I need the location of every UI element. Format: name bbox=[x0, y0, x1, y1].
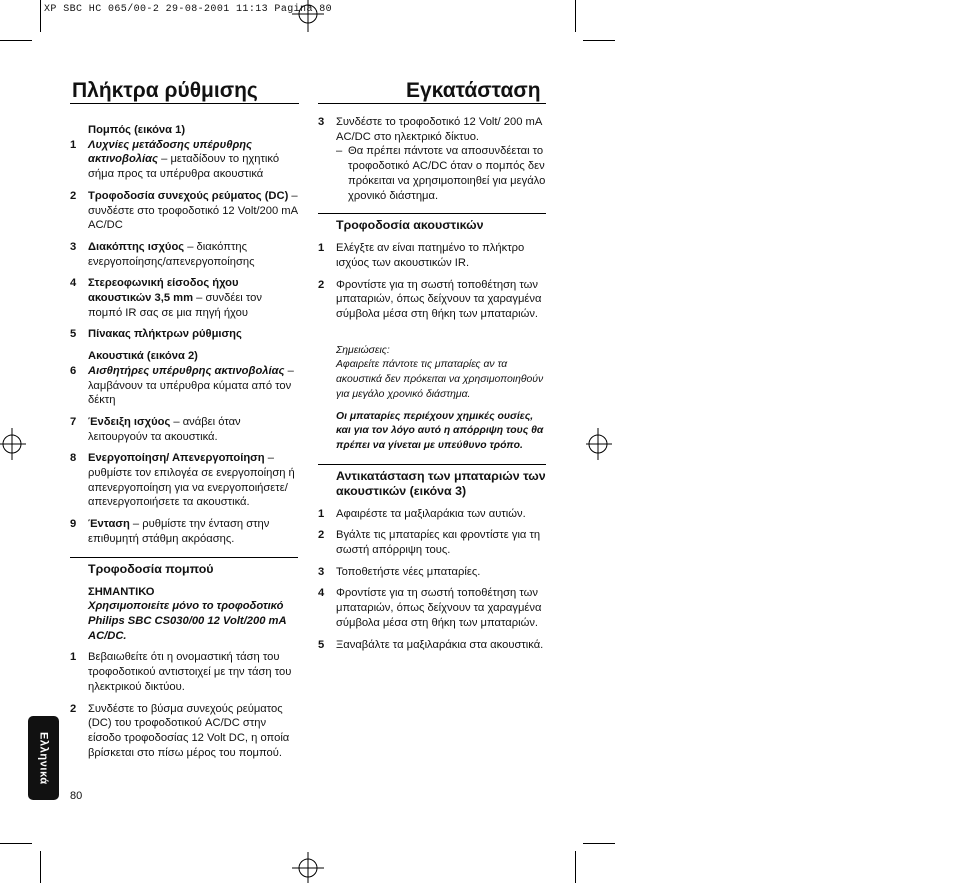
title-rule-right bbox=[318, 103, 546, 104]
list-item: 1 Λυχνίες μετάδοσης υπέρυθρης ακτινοβολίας – μεταδίδουν το ηχητικό σήμα προς τα υπέρυθρα ακουστικά bbox=[70, 138, 280, 181]
registration-mark-top bbox=[290, 0, 326, 34]
important-label: ΣΗΜΑΝΤΙΚΟ bbox=[88, 585, 155, 598]
registration-mark-bottom bbox=[290, 850, 326, 883]
list-item: 4 Στερεοφωνική είσοδος ήχου ακουστικών 3,5 mm – συνδέει τον πομπό IR σας σε μια πηγή ήχου bbox=[70, 277, 262, 319]
list-item: 2 Βγάλτε τις μπαταρίες και φροντίστε για τη σωστή απόρριψη τους. bbox=[318, 529, 541, 557]
headphones-heading: Ακουστικά (εικόνα 2) bbox=[88, 350, 198, 363]
registration-mark-right bbox=[586, 426, 612, 462]
dash-note: – Θα πρέπει πάντοτε να αποσυνδέεται το τροφοδοτικό AC/DC όταν ο πομπός δεν πρόκειται να χρησιμοποιηθεί για μεγάλο χρονικό διάστημα. bbox=[336, 145, 546, 202]
column-left bbox=[70, 123, 298, 760]
notes-text: Αφαιρείτε πάντοτε τις μπαταρίες αν τα ακουστικά δεν πρόκειται να χρησιμοποιηθούν για μεγάλο χρονικό διάστημα. bbox=[336, 359, 544, 400]
list-item: 3 Διακόπτης ισχύος – διακόπτης ενεργοποίησης/απενεργοποίησης bbox=[70, 240, 255, 268]
list-item: 9 Ένταση – ρυθμίστε την ένταση στην επιθυμητή στάθμη ακρόασης. bbox=[70, 518, 270, 545]
list-item: 1 Ελέγξτε αν είναι πατημένο το πλήκτρο ισχύος των ακουστικών IR. bbox=[318, 242, 525, 269]
list-item: 3 Τοποθετήστε νέες μπαταρίες. bbox=[318, 565, 481, 578]
language-tab bbox=[28, 716, 59, 800]
list-item: 1 Αφαιρέστε τα μαξιλαράκια των αυτιών. bbox=[318, 507, 526, 520]
list-item: 4 Φροντίστε για τη σωστή τοποθέτηση των μπαταριών, όπως δείχνουν τα χαραγμένα σύμβολα μέσα στη θήκη των μπαταριών. bbox=[318, 587, 542, 629]
list-item: 6 Αισθητήρες υπέρυθρης ακτινοβολίας – λαμβάνουν τα υπέρυθρα κύματα από τον δέκτη bbox=[70, 364, 294, 407]
notes-label: Σημειώσεις: bbox=[336, 344, 390, 356]
transmitter-power-heading: Τροφοδοσία πομπού bbox=[70, 557, 298, 577]
column-right bbox=[318, 115, 546, 652]
list-item: 3 Συνδέστε το τροφοδοτικό 12 Volt/ 200 mA AC/DC στο ηλεκτρικό δίκτυο. bbox=[318, 116, 542, 143]
title-rule-left bbox=[70, 103, 299, 104]
list-item: 5 Ξαναβάλτε τα μαξιλαράκια στα ακουστικά. bbox=[318, 638, 544, 651]
battery-warning: Οι μπαταρίες περιέχουν χημικές ουσίες, και για τον λόγο αυτό η απόρριψη τους θα πρέπει να γίνεται με υπεύθυνο τρόπο. bbox=[336, 410, 544, 451]
list-item: 1 Βεβαιωθείτε ότι η ονομαστική τάση του τροφοδοτικού αντιστοιχεί με την τάση του ηλεκτρικού δικτύου. bbox=[70, 651, 292, 693]
battery-replace-heading: Αντικατάσταση των μπαταριών των ακουστικών (εικόνα 3) bbox=[318, 464, 546, 499]
transmitter-heading: Πομπός (εικόνα 1) bbox=[88, 124, 186, 136]
important-text: Χρησιμοποιείτε μόνο το τροφοδοτικό Philips SBC CS030/00 12 Volt/200 mA AC/DC. bbox=[88, 600, 287, 642]
list-item: 2 Συνδέστε το βύσμα συνεχούς ρεύματος (DC) του τροφοδοτικού AC/DC στην είσοδο τροφοδοσίας 12 Volt DC, η οποία βρίσκεται στο πίσω μέρος του πομπού. bbox=[70, 702, 290, 759]
registration-mark-left bbox=[0, 426, 26, 462]
language-tab-label: Ελληνικά bbox=[37, 731, 50, 785]
list-item: 2 Φροντίστε για τη σωστή τοποθέτηση των μπαταριών, όπως δείχνουν τα χαραγμένα σύμβολα μέσα στη θήκη των μπαταριών. bbox=[318, 278, 542, 321]
title-installation: Εγκατάσταση bbox=[406, 79, 541, 102]
list-item: 8 Ενεργοποίηση/ Απενεργοποίηση – ρυθμίστε τον επιλογέα σε ενεργοποίηση ή απενεργοποίηση για να ενεργοποιήσετε/ απενεργοποιήσετε τα ακουστικά. bbox=[70, 452, 295, 509]
print-header: XP SBC HC 065/00-2 29-08-2001 11:13 Pagina 80 bbox=[44, 4, 333, 15]
title-controls: Πλήκτρα ρύθμισης bbox=[72, 79, 258, 102]
list-item: 7 Ένδειξη ισχύος – ανάβει όταν λειτουργούν τα ακουστικά. bbox=[70, 415, 241, 443]
list-item: 2 Τροφοδοσία συνεχούς ρεύματος (DC) – συνδέστε στο τροφοδοτικό 12 Volt/200 mA AC/DC bbox=[70, 189, 298, 232]
list-item: 5 Πίνακας πλήκτρων ρύθμισης bbox=[70, 328, 242, 341]
page-number: 80 bbox=[70, 790, 83, 802]
headphones-power-heading: Τροφοδοσία ακουστικών bbox=[318, 213, 546, 233]
